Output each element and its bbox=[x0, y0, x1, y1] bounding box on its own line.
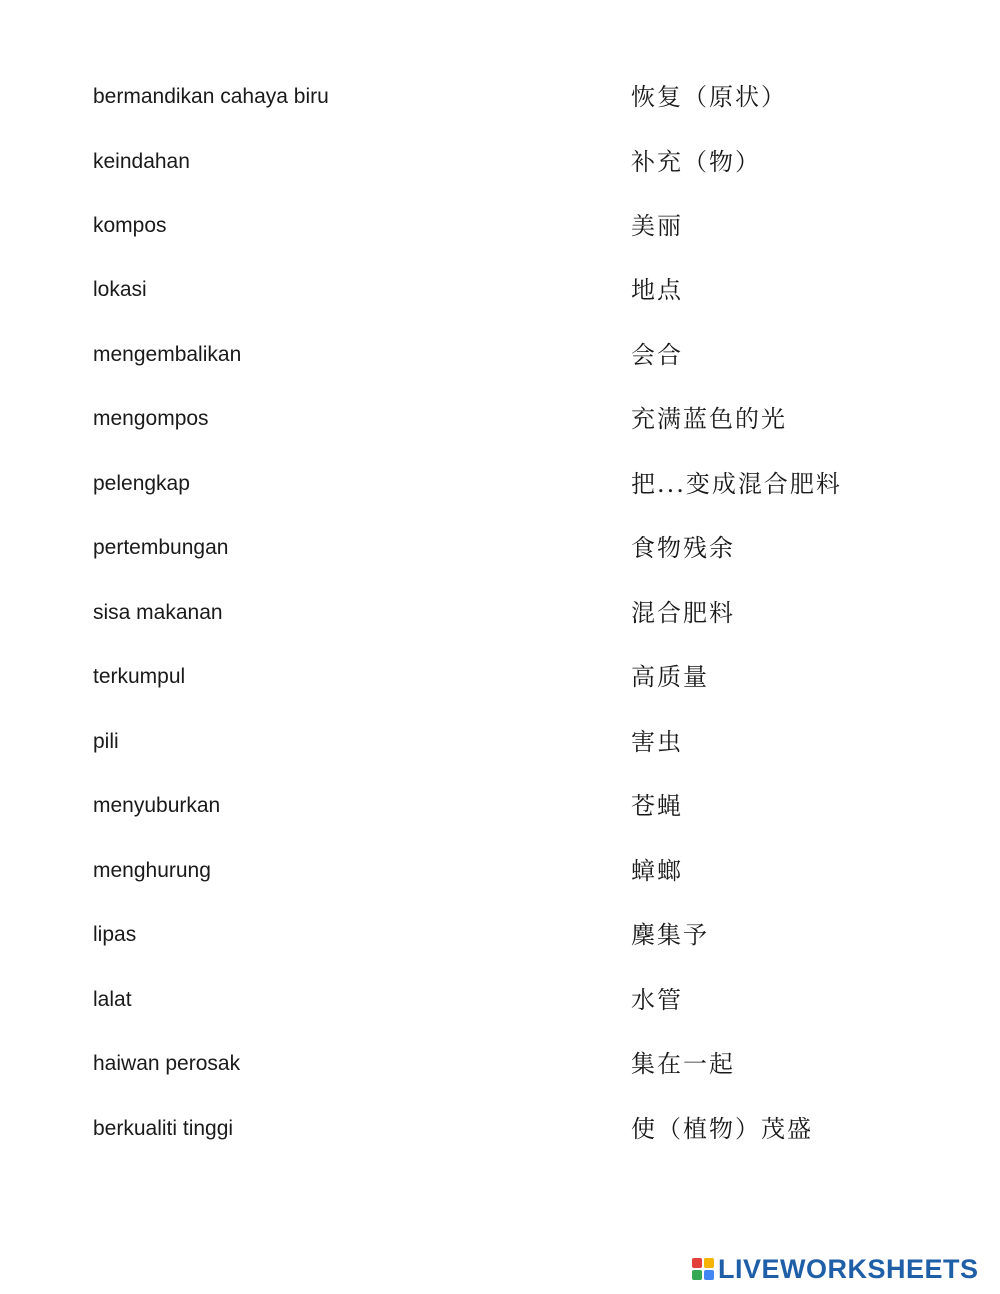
vocab-row bbox=[0, 786, 1000, 826]
chinese-term: 高质量 bbox=[631, 663, 709, 691]
chinese-term: 苍蝇 bbox=[631, 792, 683, 820]
malay-term: lipas bbox=[93, 923, 137, 946]
chinese-term: 充满蓝色的光 bbox=[631, 405, 787, 433]
malay-term: lokasi bbox=[93, 278, 147, 301]
chinese-term: 混合肥料 bbox=[631, 599, 735, 627]
malay-term: menyuburkan bbox=[93, 794, 221, 817]
chinese-term: 使（植物）茂盛 bbox=[631, 1115, 813, 1143]
malay-term: pertembungan bbox=[93, 536, 229, 559]
malay-term: mengompos bbox=[93, 407, 209, 430]
chinese-term: 害虫 bbox=[631, 728, 683, 756]
chinese-term: 恢复（原状） bbox=[631, 83, 787, 111]
malay-term: berkualiti tinggi bbox=[93, 1117, 234, 1140]
chinese-term: 美丽 bbox=[631, 212, 683, 240]
vocab-row bbox=[0, 77, 1000, 117]
chinese-term: 会合 bbox=[631, 341, 683, 369]
malay-term: bermandikan cahaya biru bbox=[93, 85, 329, 108]
liveworksheets-logo-icon bbox=[692, 1258, 714, 1280]
malay-term: lalat bbox=[93, 988, 132, 1011]
vocab-row bbox=[0, 1109, 1000, 1149]
vocab-row bbox=[0, 657, 1000, 697]
malay-term: haiwan perosak bbox=[93, 1052, 241, 1075]
vocab-row bbox=[0, 851, 1000, 891]
vocab-row bbox=[0, 980, 1000, 1020]
vocab-row bbox=[0, 528, 1000, 568]
malay-term: kompos bbox=[93, 214, 167, 237]
vocab-row bbox=[0, 142, 1000, 182]
malay-term: keindahan bbox=[93, 150, 190, 173]
malay-term: pili bbox=[93, 730, 119, 753]
malay-term: mengembalikan bbox=[93, 343, 242, 366]
malay-term: terkumpul bbox=[93, 665, 186, 688]
vocab-row bbox=[0, 399, 1000, 439]
vocab-row bbox=[0, 722, 1000, 762]
malay-term: sisa makanan bbox=[93, 601, 223, 624]
liveworksheets-logo bbox=[692, 1254, 979, 1284]
chinese-term: 把...变成混合肥料 bbox=[631, 470, 842, 498]
chinese-term: 集在一起 bbox=[631, 1050, 735, 1078]
chinese-term: 蟑螂 bbox=[631, 857, 683, 885]
vocab-row bbox=[0, 1044, 1000, 1084]
chinese-term: 麇集予 bbox=[631, 921, 709, 949]
malay-term: pelengkap bbox=[93, 472, 190, 495]
vocab-row bbox=[0, 270, 1000, 310]
vocab-row bbox=[0, 593, 1000, 633]
vocab-row bbox=[0, 464, 1000, 504]
brand-name: LIVEWORKSHEETS bbox=[718, 1253, 979, 1284]
chinese-term: 地点 bbox=[631, 276, 683, 304]
vocab-row bbox=[0, 206, 1000, 246]
chinese-term: 水管 bbox=[631, 986, 683, 1014]
vocab-row bbox=[0, 915, 1000, 955]
chinese-term: 食物残余 bbox=[631, 534, 735, 562]
chinese-term: 补充（物） bbox=[631, 148, 761, 176]
malay-term: menghurung bbox=[93, 859, 211, 882]
vocab-row bbox=[0, 335, 1000, 375]
